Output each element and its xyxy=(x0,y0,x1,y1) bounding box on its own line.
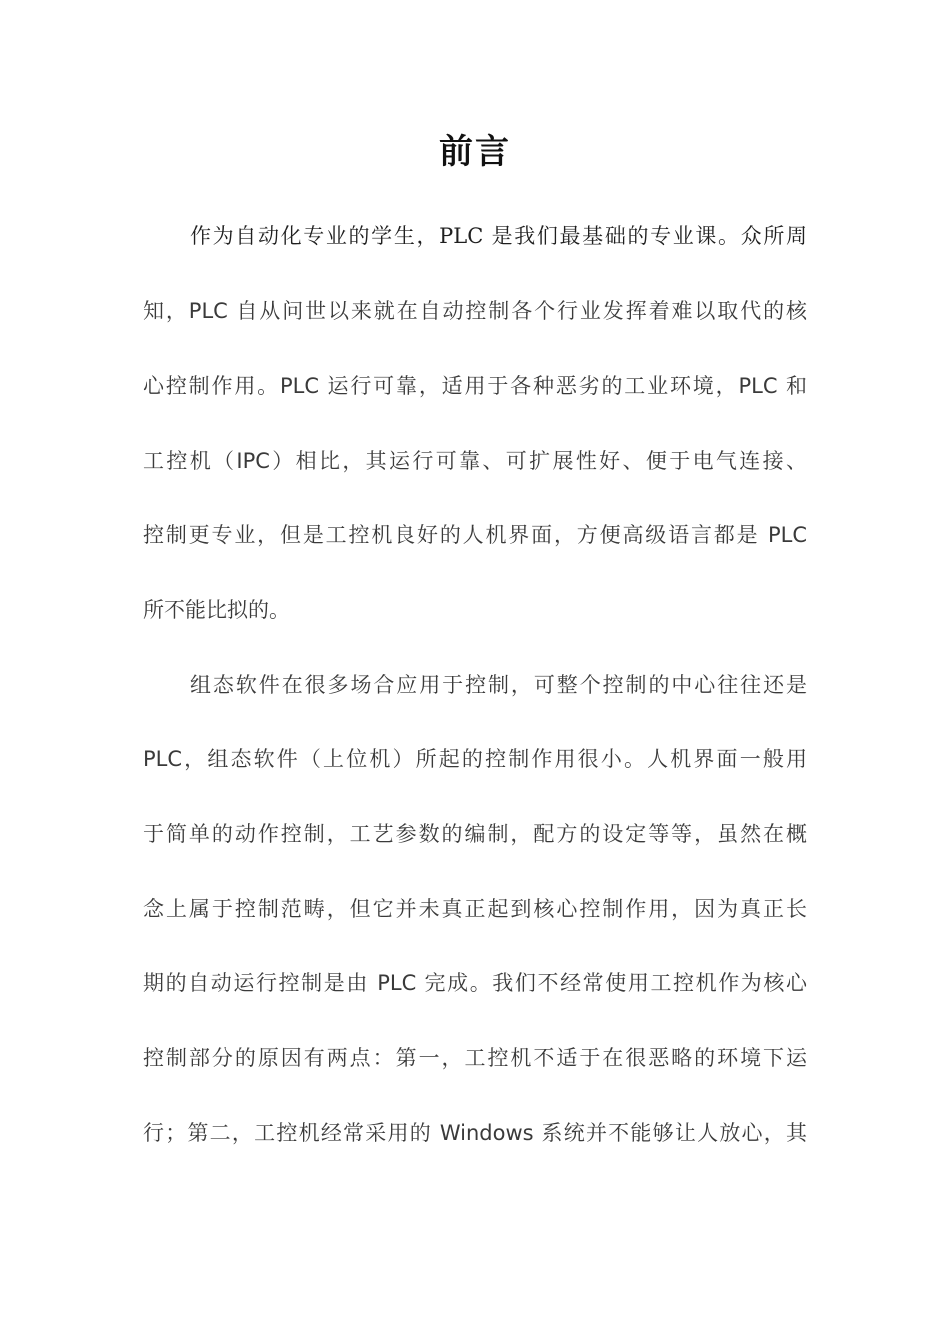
document-title: 前言 xyxy=(439,132,511,172)
paragraph-1-line-1: 作为自动化专业的学生，PLC 是我们最基础的专业课。众所周 xyxy=(190,224,807,248)
paragraph-1-line-4: 工控机（IPC）相比，其运行可靠、可扩展性好、便于电气连接、 xyxy=(143,449,807,473)
paragraph-2-line-5: 期的自动运行控制是由 PLC 完成。我们不经常使用工控机作为核心 xyxy=(143,971,807,995)
paragraph-2-line-7: 行；第二，工控机经常采用的 Windows 系统并不能够让人放心，其 xyxy=(143,1121,807,1145)
paragraph-2-line-6: 控制部分的原因有两点：第一，工控机不适于在很恶略的环境下运 xyxy=(143,1046,807,1070)
paragraph-1-line-3: 心控制作用。PLC 运行可靠，适用于各种恶劣的工业环境，PLC 和 xyxy=(143,374,807,398)
paragraph-1-line-2: 知，PLC 自从问世以来就在自动控制各个行业发挥着难以取代的核 xyxy=(143,299,807,323)
paragraph-1-line-5: 控制更专业，但是工控机良好的人机界面，方便高级语言都是 PLC xyxy=(143,523,807,547)
paragraph-2-line-4: 念上属于控制范畴，但它并未真正起到核心控制作用，因为真正长 xyxy=(143,897,807,921)
paragraph-2-line-1: 组态软件在很多场合应用于控制，可整个控制的中心往往还是 xyxy=(190,673,807,697)
paragraph-1-line-6: 所不能比拟的。 xyxy=(143,598,290,622)
paragraph-2-line-2: PLC，组态软件（上位机）所起的控制作用很小。人机界面一般用 xyxy=(143,747,807,771)
paragraph-2-line-3: 于简单的动作控制，工艺参数的编制，配方的设定等等，虽然在概 xyxy=(143,822,807,846)
